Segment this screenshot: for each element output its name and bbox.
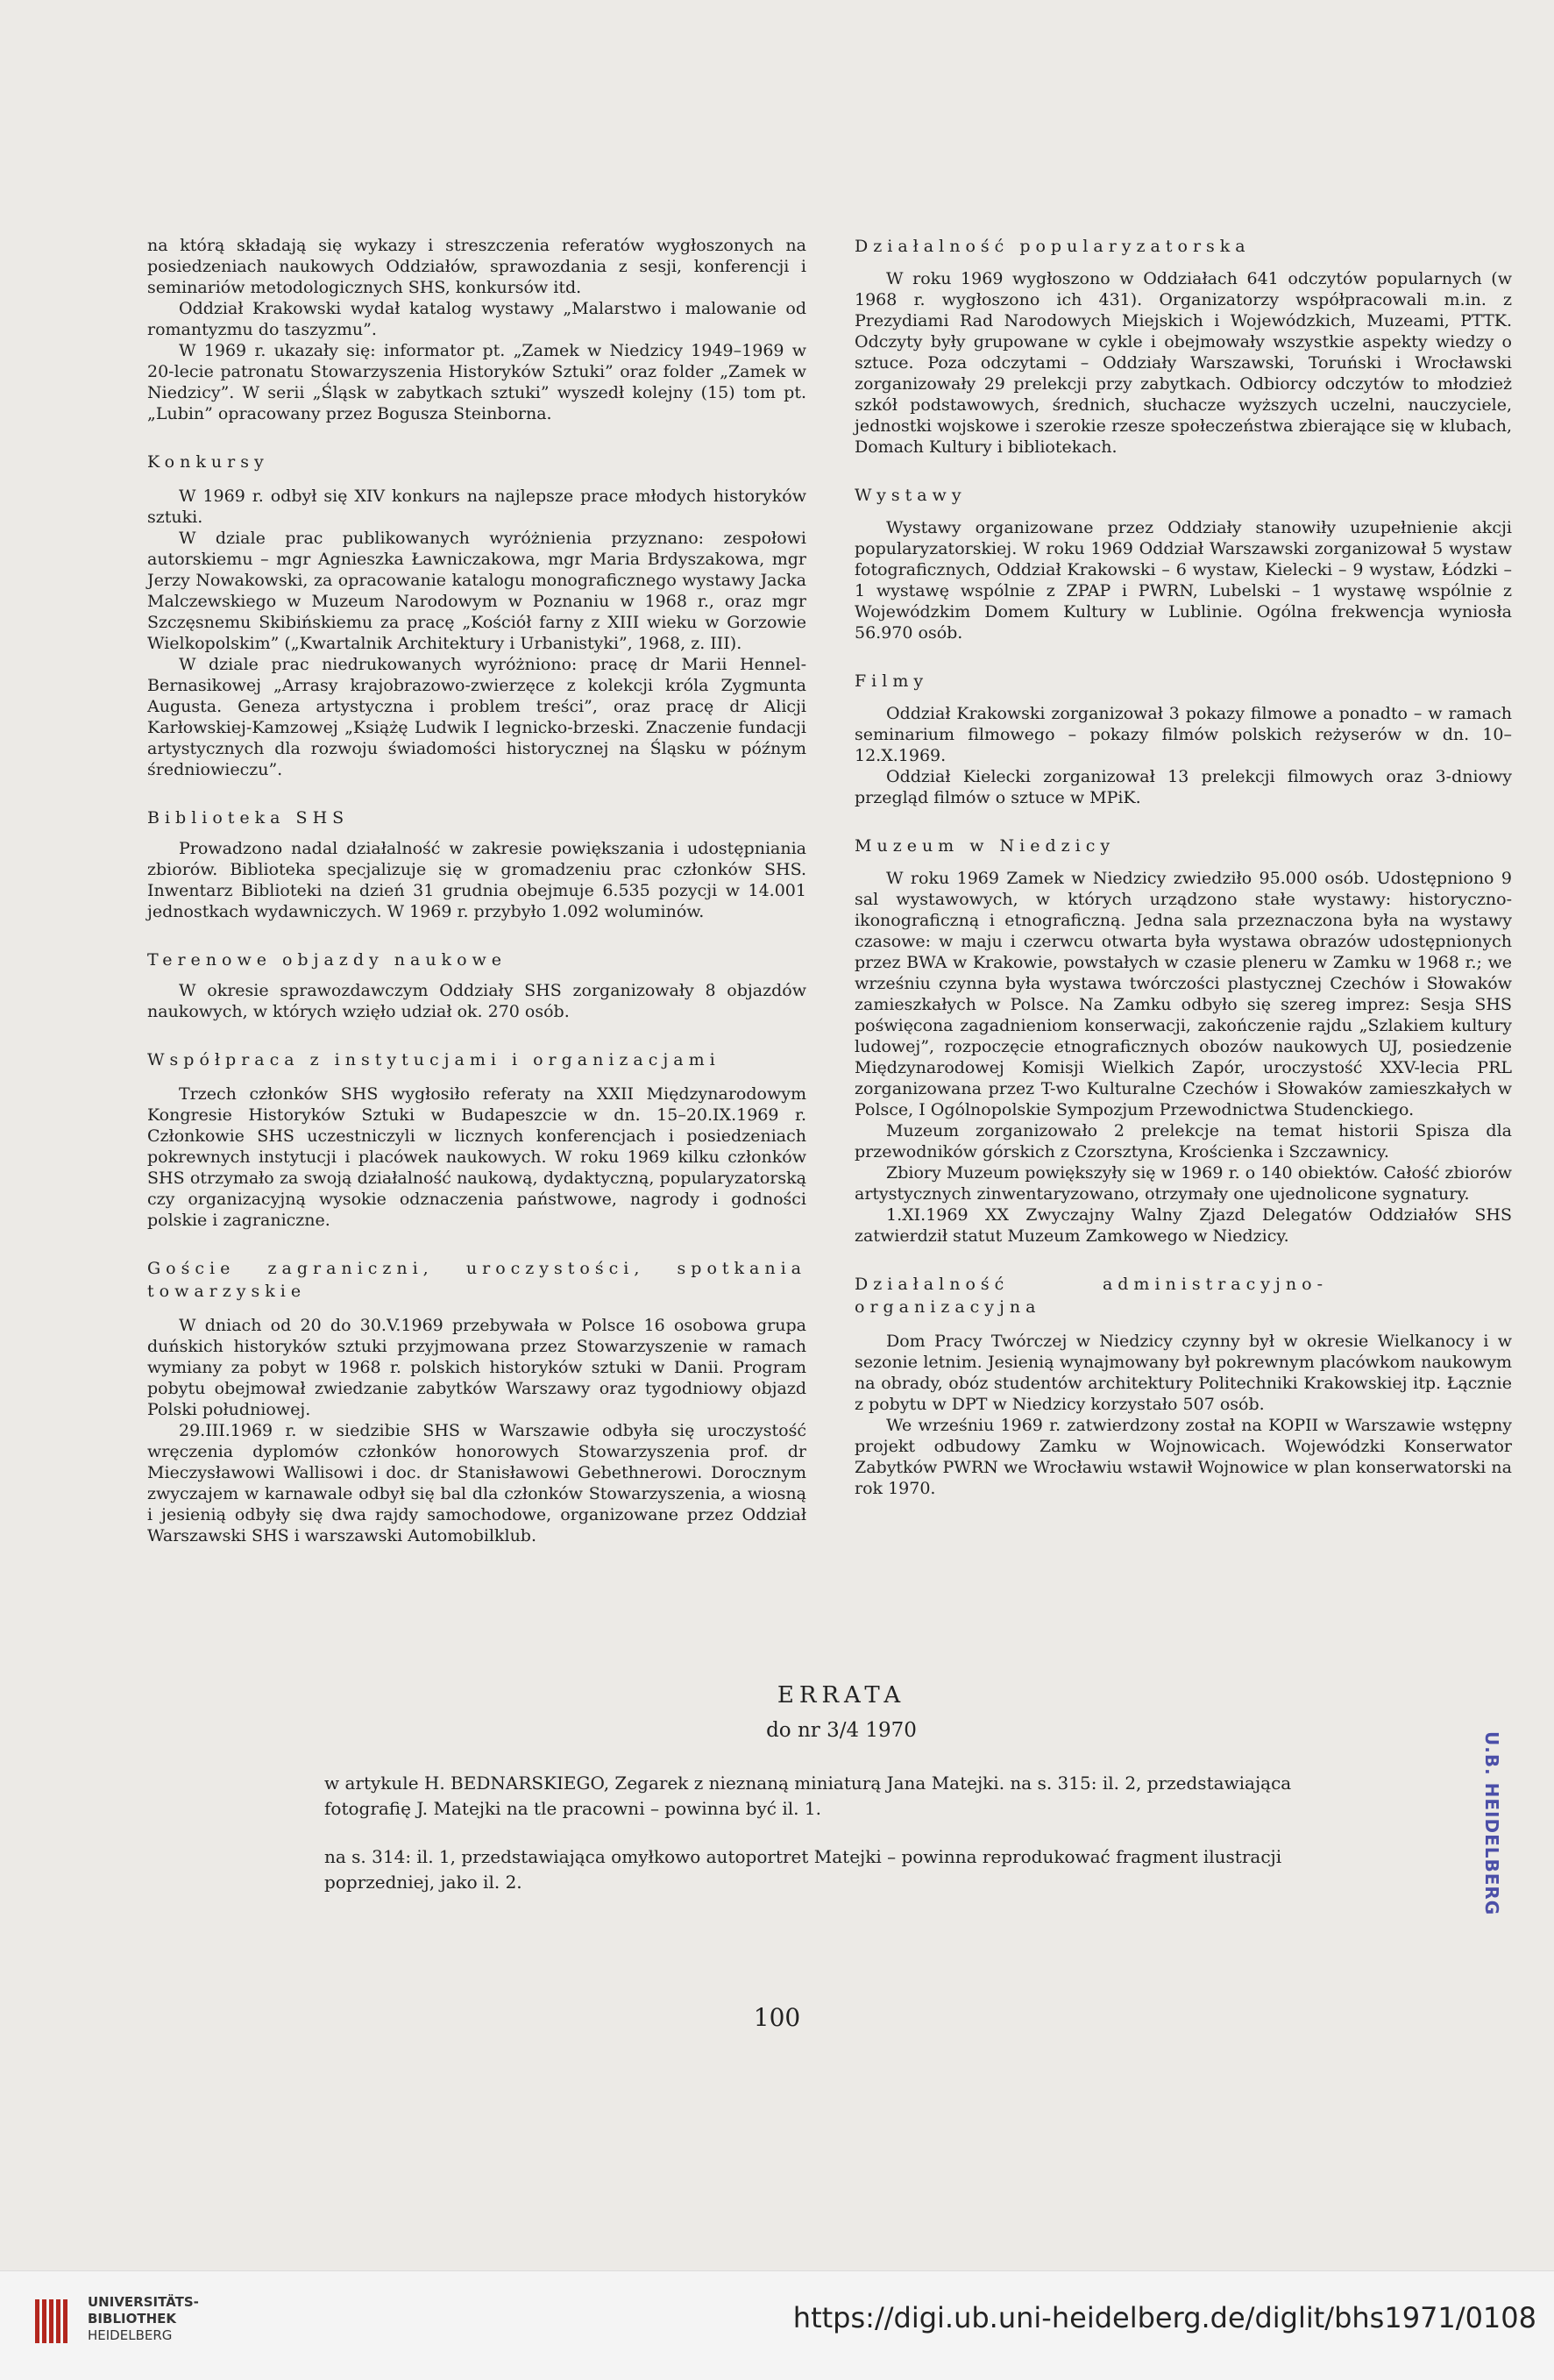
section-paragraph: Zbiory Muzeum powiększyły się w 1969 r. o 140 obiektów. Całość zbiorów artystycznych zinwentaryzowano, otrzymały one ujednolicone sygnatury. [855, 1163, 1512, 1204]
section-paragraph: Muzeum zorganizowało 2 prelekcje na temat historii Spisza dla przewodników górskich z Czorsztyna, Krościenka i Szczawnicy. [855, 1121, 1512, 1162]
section-heading-wystawy: Wystawy [855, 486, 967, 505]
logo-line-3: HEIDELBERG [88, 2327, 173, 2343]
logo-line-2: BIBLIOTHEK [88, 2311, 176, 2327]
intro-paragraph-3: W 1969 r. ukazały się: informator pt. „Zamek w Niedzicy 1949–1969 w 20-lecie patronatu Stowarzyszenia Historyków Sztuki” oraz folder „Zamek w Niedzicy”. W serii „Śląsk w zabytkach sztuki” wyszedł kolejny (15) tom pt. „Lubin” opracowany przez Bogusza Steinborna. [147, 341, 806, 423]
section-paragraph: Trzech członków SHS wygłosiło referaty na XXII Międzynarodowym Kongresie Historyków Sztuki w Budapeszcie w dn. 15–20.IX.1969 r. Członkowie SHS uczestniczyli w licznych konferencjach i posiedzeniach pokrewnych instytucji i placówek naukowych. W roku 1969 kilku członków SHS otrzymało za swoją działalność naukową, dydaktyczną, popularyzatorską czy organizacyjną wysokie odznaczenia państwowe, nagrody i godności polskie i zagraniczne. [147, 1084, 806, 1230]
section-paragraph: Oddział Kielecki zorganizował 13 prelekcji filmowych oraz 3-dniowy przegląd filmów o sztuce w MPiK. [855, 767, 1512, 807]
section-paragraph: Wystawy organizowane przez Oddziały stanowiły uzupełnienie akcji popularyzatorskiej. W roku 1969 Oddział Warszawski zorganizował 5 wystaw fotograficznych, Oddział Krakowski – 6 wystaw, Kielecki – 9 wystaw, Łódzki – 1 wystawę wspólnie z ZPAP i PWRN, Lubelski – 1 wystawę wspólnie z Wojewódzkim Domem Kultury w Lublinie. Ogólna frekwencja wyniosła 56.970 osób. [855, 518, 1512, 643]
section-paragraph: W dziale prac niedrukowanych wyróżniono: pracę dr Marii Hennel-Bernasikowej „Arrasy krajobrazowo-zwierzęce z kolekcji króla Zygmunta Augusta. Geneza artystyczna i problem treści”, oraz pracę dr Alicji Karłowskiej-Kamzowej „Książę Ludwik I legnicko-brzeski. Znaczenie fundacji artystycznych dla rozwoju świadomości historycznej na Śląsku w późnym średniowieczu”. [147, 655, 806, 779]
intro-paragraph-1: na którą składają się wykazy i streszczenia referatów wygłoszonych na posiedzeniach naukowych Oddziałów, sprawozdania z sesji, konferencji i seminariów metodologicznych SHS, konkursów itd. [147, 236, 806, 297]
section-paragraph: 1.XI.1969 XX Zwyczajny Walny Zjazd Delegatów Oddziałów SHS zatwierdził statut Muzeum Zamkowego w Niedzicy. [855, 1205, 1512, 1246]
section-paragraph: 29.III.1969 r. w siedzibie SHS w Warszawie odbyła się uroczystość wręczenia dyplomów członków honorowych Stowarzyszenia prof. dr Mieczysławowi Wallisowi i doc. dr Stanisławowi Gebethnerowi. Dorocznym zwyczajem w karnawale odbył się bal dla członków Stowarzyszenia, a wiosną i jesienią odbyły się dwa rajdy samochodowe, organizowane przez Oddział Warszawski SHS i warszawski Automobilklub. [147, 1421, 806, 1545]
section-heading-wspolpraca: Współpraca z instytucjami i organizacjami [147, 1050, 720, 1069]
section-heading-objazdy: Terenowe objazdy naukowe [147, 950, 507, 970]
page-number: 100 [753, 2003, 801, 2032]
errata-body [324, 1771, 1359, 1918]
section-paragraph: W roku 1969 Zamek w Niedzicy zwiedziło 95.000 osób. Udostępniono 9 sal wystawowych, w których urządzono stałe wystawy: historyczno-ikonograficzną i etnograficzną. Jedna sala przeznaczona była na wystawy czasowe: w maju i czerwcu otwarta była wystawa obrazów udostępnionych przez BWA w Krakowie, powstałych w czasie pleneru w Zamku w 1968 r.; we wrześniu czynna była wystawa twórczości plastycznej Czechów i Słowaków zamieszkałych w Polsce. Na Zamku odbyło się szereg imprez: Sesja SHS poświęcona zagadnieniom konserwacji, zakończenie rajdu „Szlakiem kultury ludowej”, rozpoczęcie etnograficznych obozów naukowych UJ, posiedzenie Międzynarodowej Komisji Wielkich Zapór, uroczystość XXV-lecia PRL zorganizowana przez T-wo Kulturalne Czechów i Słowaków zamieszkałych w Polsce, I Ogólnopolskie Sympozjum Przewodnictwa Studenckiego. [855, 869, 1512, 1119]
section-paragraph: W 1969 r. odbył się XIV konkurs na najlepsze prace młodych historyków sztuki. [147, 487, 806, 527]
section-heading-administracyjna: Działalność administracyjno-organizacyjna [855, 1275, 1328, 1317]
left-column [147, 235, 806, 1546]
footer-bar [0, 2270, 1554, 2380]
errata-title: ERRATA [777, 1682, 906, 1709]
stamp-text: U.B. HEIDELBERG [1481, 1731, 1502, 1916]
section-heading-biblioteka: Biblioteka SHS [147, 808, 350, 828]
section-paragraph: Oddział Krakowski zorganizował 3 pokazy filmowe a ponadto – w ramach seminarium filmowego – pokazy filmów polskich reżyserów w dn. 10–12.X.1969. [855, 704, 1512, 765]
right-column [855, 235, 1512, 1499]
library-logo-text [88, 2294, 199, 2344]
section-paragraph: Prowadzono nadal działalność w zakresie powiększania i udostępniania zbiorów. Biblioteka specjalizuje się w gromadzeniu prac członków SHS. Inwentarz Biblioteki na dzień 31 grudnia obejmuje 6.535 pozycji w 14.001 jednostkach wydawniczych. W 1969 r. przybyło 1.092 woluminów. [147, 839, 806, 921]
section-paragraph: W dniach od 20 do 30.V.1969 przebywała w Polsce 16 osobowa grupa duńskich historyków sztuki przyjmowana przez Stowarzyszenie w ramach wymiany za pobyt w 1968 r. polskich historyków sztuki w Danii. Program pobytu obejmował zwiedzanie zabytków Warszawy oraz tygodniowy objazd Polski południowej. [147, 1316, 806, 1419]
section-paragraph: W roku 1969 wygłoszono w Oddziałach 641 odczytów popularnych (w 1968 r. wygłoszono ich 431). Organizatorzy współpracowali m.in. z Prezydiami Rad Narodowych Miejskich i Wojewódzkich, Muzeami, PTTK. Odczyty były grupowane w cykle i obejmowały wszystkie aspekty wiedzy o sztuce. Poza odczytami – Oddziały Warszawski, Toruński i Wrocławski zorganizowały 29 prelekcji przy zabytkach. Odbiorcy odczytów to młodzież szkół podstawowych, średnich, słuchacze wyższych uczelni, nauczyciele, jednostki wojskowe i szerokie rzesze społeczeństwa zbierające się w klubach, Domach Kultury i bibliotekach. [855, 269, 1512, 457]
section-paragraph: W dziale prac publikowanych wyróżnienia przyznano: zespołowi autorskiemu – mgr Agnieszka Ławniczakowa, mgr Maria Brdyszakowa, mgr Jerzy Nowakowski, za opracowanie katalogu monograficznego wystawy Jacka Malczewskiego w Muzeum Narodowym w Poznaniu w 1968 r., oraz mgr Szczęsnemu Skibińskiemu za pracę „Kościół farny z XIII wieku w Gorzowie Wielkopolskim” („Kwartalnik Architektury i Urbanistyki”, 1968, z. III). [147, 529, 806, 653]
library-logo[interactable] [33, 2291, 279, 2369]
errata-paragraph: na s. 314: il. 1, przedstawiająca omyłkowo autoportret Matejki – powinna reprodukować fragment ilustracji poprzedniej, jako il. 2. [324, 1846, 1282, 1893]
logo-line-1: UNIVERSITÄTS- [88, 2294, 199, 2310]
errata-subtitle: do nr 3/4 1970 [766, 1719, 917, 1742]
source-url-link[interactable]: https://digi.ub.uni-heidelberg.de/diglit/bhs1971/0108 [792, 2301, 1536, 2334]
library-logo-icon [33, 2296, 75, 2347]
errata-paragraph: w artykule H. BEDNARSKIEGO, Zegarek z nieznaną miniaturą Jana Matejki. na s. 315: il. 2, przedstawiająca fotografię J. Matejki na tle pracowni – powinna być il. 1. [324, 1773, 1292, 1819]
section-heading-muzeum: Muzeum w Niedzicy [855, 836, 1116, 856]
library-stamp [1481, 1731, 1516, 1942]
section-heading-konkursy: Konkursy [147, 452, 269, 472]
section-heading-popularyzatorska: Działalność popularyzatorska [855, 237, 1251, 256]
section-paragraph: We wrześniu 1969 r. zatwierdzony został na KOPII w Warszawie wstępny projekt odbudowy Zamku w Wojnowicach. Wojewódzki Konserwator Zabytków PWRN we Wrocławiu wstawił Wojnowice w plan konserwatorski na rok 1970. [855, 1416, 1512, 1498]
section-heading-goscie: Goście zagraniczni, uroczystości, spotkania towarzyskie [147, 1259, 806, 1301]
intro-paragraph-2: Oddział Krakowski wydał katalog wystawy „Malarstwo i malowanie od romantyzmu do taszyzmu”. [147, 299, 806, 339]
section-paragraph: W okresie sprawozdawczym Oddziały SHS zorganizowały 8 objazdów naukowych, w których wzięło udział ok. 270 osób. [147, 981, 806, 1021]
section-paragraph: Dom Pracy Twórczej w Niedzicy czynny był w okresie Wielkanocy i w sezonie letnim. Jesienią wynajmowany był pokrewnym placówkom naukowym na obrady, obóz studentów architektury Politechniki Krakowskiej itp. Łącznie z pobytu w DPT w Niedzicy korzystało 507 osób. [855, 1332, 1512, 1414]
section-heading-filmy: Filmy [855, 671, 929, 691]
